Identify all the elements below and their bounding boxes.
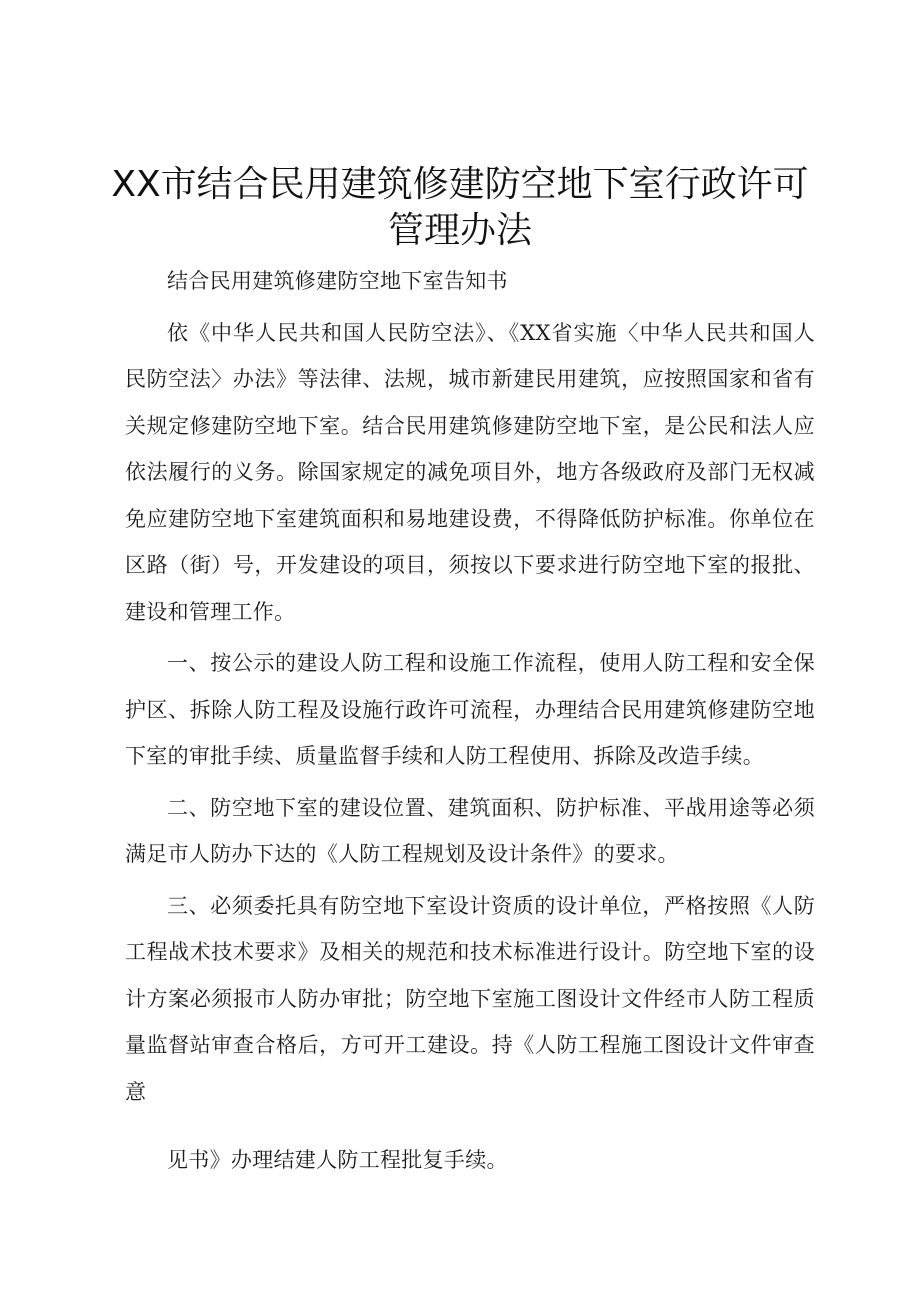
document-title-line-2: 管理办法 [387,210,532,251]
paragraph-item-2: 二、防空地下室的建设位置、建筑面积、防护标准、平战用途等必须满足市人防办下达的《人防工程规划及设计条件》的要求。 [125,795,815,866]
notice-heading: 结合民用建筑修建防空地下室告知书 [167,269,508,293]
paragraph-item-1: 一、按公示的建设人防工程和设施工作流程，使用人防工程和安全保护区、拆除人防工程及设施行政许可流程，办理结合民用建筑修建防空地下室的审批手续、质量监督手续和人防工程使用、拆除及改造手续。 [125,651,815,768]
paragraph-continuation: 见书》办理结建人防工程批复手续。 [167,1148,508,1172]
paragraph-item-3: 三、必须委托具有防空地下室设计资质的设计单位，严格按照《人防工程战术技术要求》及相关的规范和技术标准进行设计。防空地下室的设计方案必须报市人防办审批；防空地下室施工图设计文件经市人防工程质量监督站审查合格后，方可开工建设。持《人防工程施工图设计文件审查意 [125,893,815,1104]
document-title-line-1: XX市结合民用建筑修建防空地下室行政许可 [111,164,809,205]
paragraph-intro: 依《中华人民共和国人民防空法》、《XX省实施〈中华人民共和国人民防空法〉办法》等法律、法规，城市新建民用建筑，应按照国家和省有关规定修建防空地下室。结合民用建筑修建防空地下室，是公民和法人应依法履行的义务。除国家规定的减免项目外，地方各级政府及部门无权减免应建防空地下室建筑面积和易地建设费，不得降低防护标准。你单位在区路（街）号，开发建设的项目，须按以下要求进行防空地下室的报批、建设和管理工作。 [125,320,815,624]
document-body [125,258,815,1184]
